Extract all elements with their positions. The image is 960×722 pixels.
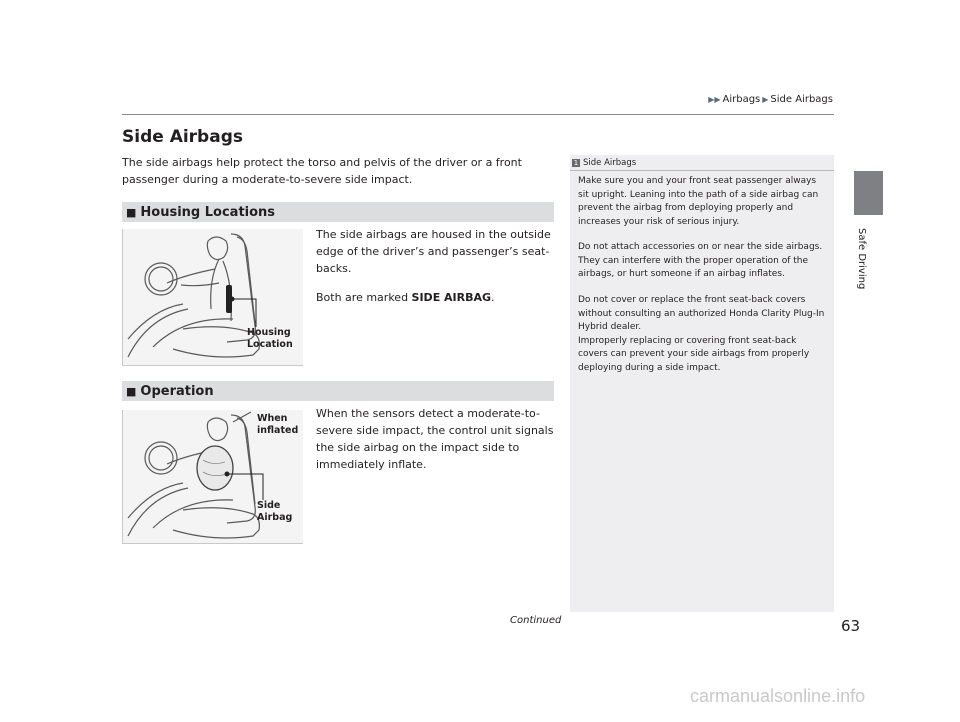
note-heading — [570, 155, 834, 171]
breadcrumb-arrow-icon: ▶ — [762, 95, 769, 104]
housing-location-illustration — [122, 229, 303, 366]
page-number: 63 — [841, 617, 861, 635]
housing-marking-prefix: Both are marked — [316, 291, 412, 304]
breadcrumb-item-side-airbags[interactable]: Side Airbags — [770, 94, 833, 105]
section-heading-text: Operation — [140, 383, 214, 399]
section-heading-operation — [122, 381, 554, 401]
breadcrumb-item-airbags[interactable]: Airbags — [722, 94, 761, 105]
chapter-tab[interactable] — [854, 171, 883, 215]
chapter-tab-label: Safe Driving — [856, 228, 867, 290]
note-paragraph-seat-covers: Do not cover or replace the front seat-back covers without consulting an authorized Honda Clarity Plug-In Hybrid dealer. Improperly replacing or covering front seat-back covers can prevent your side airbags from properly deploying during a side impact. — [578, 295, 825, 373]
note-marker-icon: 1 — [573, 158, 579, 167]
side-airbag-label: Side Airbag — [257, 500, 293, 523]
side-airbag-marking: SIDE AIRBAG — [411, 291, 492, 304]
housing-description: The side airbags are housed in the outside edge of the driver’s and passenger’s seat-backs. — [316, 228, 551, 275]
when-inflated-label: When inflated — [257, 413, 299, 436]
continued-indicator[interactable]: Continued — [510, 615, 562, 626]
section-marker-icon: ■ — [126, 384, 137, 398]
note-paragraph-accessories: Do not attach accessories on or near the side airbags. They can interfere with the proper operation of the airbags, or hurt someone if an airbag inflates. — [578, 242, 823, 279]
note-sidebar — [570, 155, 834, 612]
section-heading-text: Housing Locations — [140, 204, 276, 220]
breadcrumb-arrow-icon: ▶▶ — [708, 95, 721, 104]
page-title: Side Airbags — [122, 127, 243, 147]
intro-paragraph: The side airbags help protect the torso and pelvis of the driver or a front passenger during a moderate-to-severe side impact. — [122, 156, 522, 186]
housing-marking-suffix: . — [491, 291, 495, 304]
operation-illustration — [122, 410, 303, 544]
housing-marking-text — [316, 289, 554, 306]
note-heading-text: Side Airbags — [583, 157, 637, 168]
header-divider — [122, 114, 834, 115]
breadcrumb — [706, 94, 833, 105]
housing-location-label: Housing Location — [247, 327, 293, 350]
section-heading-housing — [122, 202, 554, 222]
section-marker-icon: ■ — [126, 205, 137, 219]
watermark: carmanualsonline.info — [690, 686, 866, 706]
operation-description: When the sensors detect a moderate-to-severe side impact, the control unit signals the side airbag on the impact side to immediately inflate. — [316, 407, 554, 471]
note-paragraph-posture: Make sure you and your front seat passenger always sit upright. Leaning into the path of a side airbag can prevent the airbag from deploying properly and increases your risk of serious injury. — [578, 176, 819, 227]
